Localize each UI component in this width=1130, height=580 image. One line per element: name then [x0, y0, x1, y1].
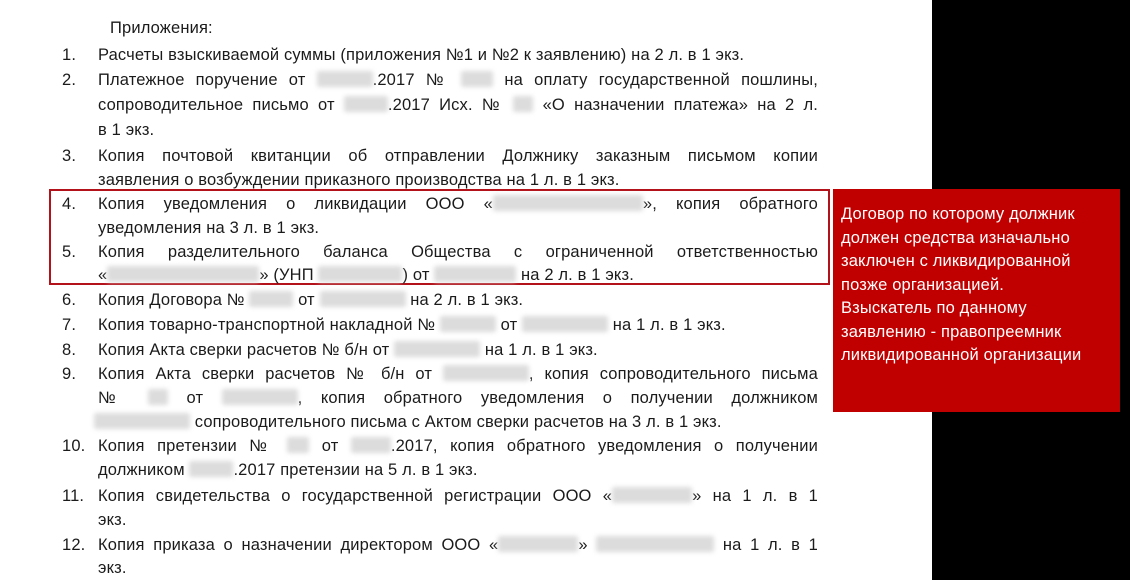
- item-text: в 1 экз.: [98, 121, 155, 139]
- item-number: 12.: [62, 536, 86, 554]
- redacted-field: [317, 71, 373, 87]
- redacted-field: [498, 536, 578, 552]
- item-text: Копия Акта сверки расчетов № б/н от на 1 л. в 1 экз.: [98, 341, 598, 359]
- redacted-field: [351, 437, 391, 453]
- item-number: 5.: [62, 243, 77, 261]
- redacted-field: [596, 536, 714, 552]
- annotation-line: ликвидированной организации: [841, 346, 1082, 364]
- redacted-field: [394, 341, 480, 357]
- item-text: Копия уведомления о ликвидации ООО « », копия обратного: [98, 195, 818, 213]
- item-text: сопроводительного письма с Актом сверки расчетов на 3 л. в 1 экз.: [94, 412, 722, 432]
- redacted-field: [318, 266, 402, 282]
- item-text: Копия свидетельства о государственной регистрации ООО « » на 1 л. в 1: [98, 487, 818, 505]
- redacted-field: [513, 96, 533, 112]
- item-text: « » (УНП ) от на 2 л. в 1 экз.: [98, 266, 634, 284]
- item-number: 3.: [62, 147, 77, 165]
- redacted-field: [287, 437, 309, 453]
- item-number: 9.: [62, 365, 77, 383]
- annotation-line: Взыскатель по данному: [841, 299, 1027, 317]
- redacted-field: [461, 71, 493, 87]
- redacted-field: [222, 389, 298, 405]
- item-text: заявления о возбуждении приказного производства на 1 л. в 1 экз.: [98, 171, 620, 189]
- annotation-line: Договор по которому должник: [841, 205, 1075, 223]
- item-number: 11.: [62, 487, 85, 505]
- annotation-line: заключен с ликвидированной: [841, 252, 1071, 270]
- redacted-field: [434, 266, 516, 282]
- annotation-line: позже организацией.: [841, 275, 1005, 294]
- item-text: Копия товарно-транспортной накладной № от на 1 л. в 1 экз.: [98, 316, 726, 334]
- item-text: Платежное поручение от .2017 № на оплату государственной пошлины,: [98, 71, 819, 89]
- item-text: уведомления на 3 л. в 1 экз.: [98, 219, 320, 237]
- redacted-field: [440, 316, 496, 332]
- item-number: 7.: [62, 316, 77, 334]
- redacted-field: [148, 389, 168, 405]
- redacted-field: [612, 487, 692, 503]
- item-text: экз.: [98, 511, 127, 529]
- redacted-field: [493, 195, 643, 211]
- item-number: 4.: [62, 195, 77, 213]
- redacted-field: [107, 266, 259, 282]
- redacted-field: [189, 461, 233, 477]
- redacted-field: [94, 413, 190, 429]
- item-text: Расчеты взыскиваемой суммы (приложения №1 и №2 к заявлению) на 2 л. в 1 экз.: [98, 46, 745, 64]
- redacted-field: [320, 291, 406, 307]
- item-number: 1.: [62, 46, 77, 64]
- redacted-field: [249, 291, 293, 307]
- item-text: Копия приказа о назначении директором ООО « » на 1 л. в 1: [98, 536, 818, 554]
- document-heading: Приложения:: [110, 19, 213, 37]
- item-text: должником .2017 претензии на 5 л. в 1 экз.: [98, 461, 478, 479]
- redacted-field: [443, 365, 529, 381]
- annotation-callout: [833, 189, 1120, 412]
- redacted-field: [344, 96, 388, 112]
- item-number: 2.: [62, 71, 77, 89]
- item-text: Копия Договора № от на 2 л. в 1 экз.: [98, 291, 524, 309]
- item-text: экз.: [98, 559, 127, 577]
- item-number: 8.: [62, 341, 77, 359]
- item-text: Копия претензии № от .2017, копия обратного уведомления о получении: [98, 437, 819, 455]
- item-text: Копия почтовой квитанции об отправлении Должнику заказным письмом копии: [98, 147, 818, 165]
- item-text: Копия разделительного баланса Общества с ограниченной ответственностью: [98, 243, 818, 261]
- item-text: № от , копия обратного уведомления о получении должником: [98, 389, 819, 407]
- redacted-field: [522, 316, 608, 332]
- annotation-line: должен средства изначально: [841, 228, 1070, 247]
- item-text: сопроводительное письмо от .2017 Исх. № «О назначении платежа» на 2 л.: [98, 96, 819, 114]
- annotation-line: заявлению - правопреемник: [841, 322, 1062, 341]
- item-text: Копия Акта сверки расчетов № б/н от , копия сопроводительного письма: [98, 365, 819, 383]
- item-number: 6.: [62, 291, 77, 309]
- item-number: 10.: [62, 437, 86, 455]
